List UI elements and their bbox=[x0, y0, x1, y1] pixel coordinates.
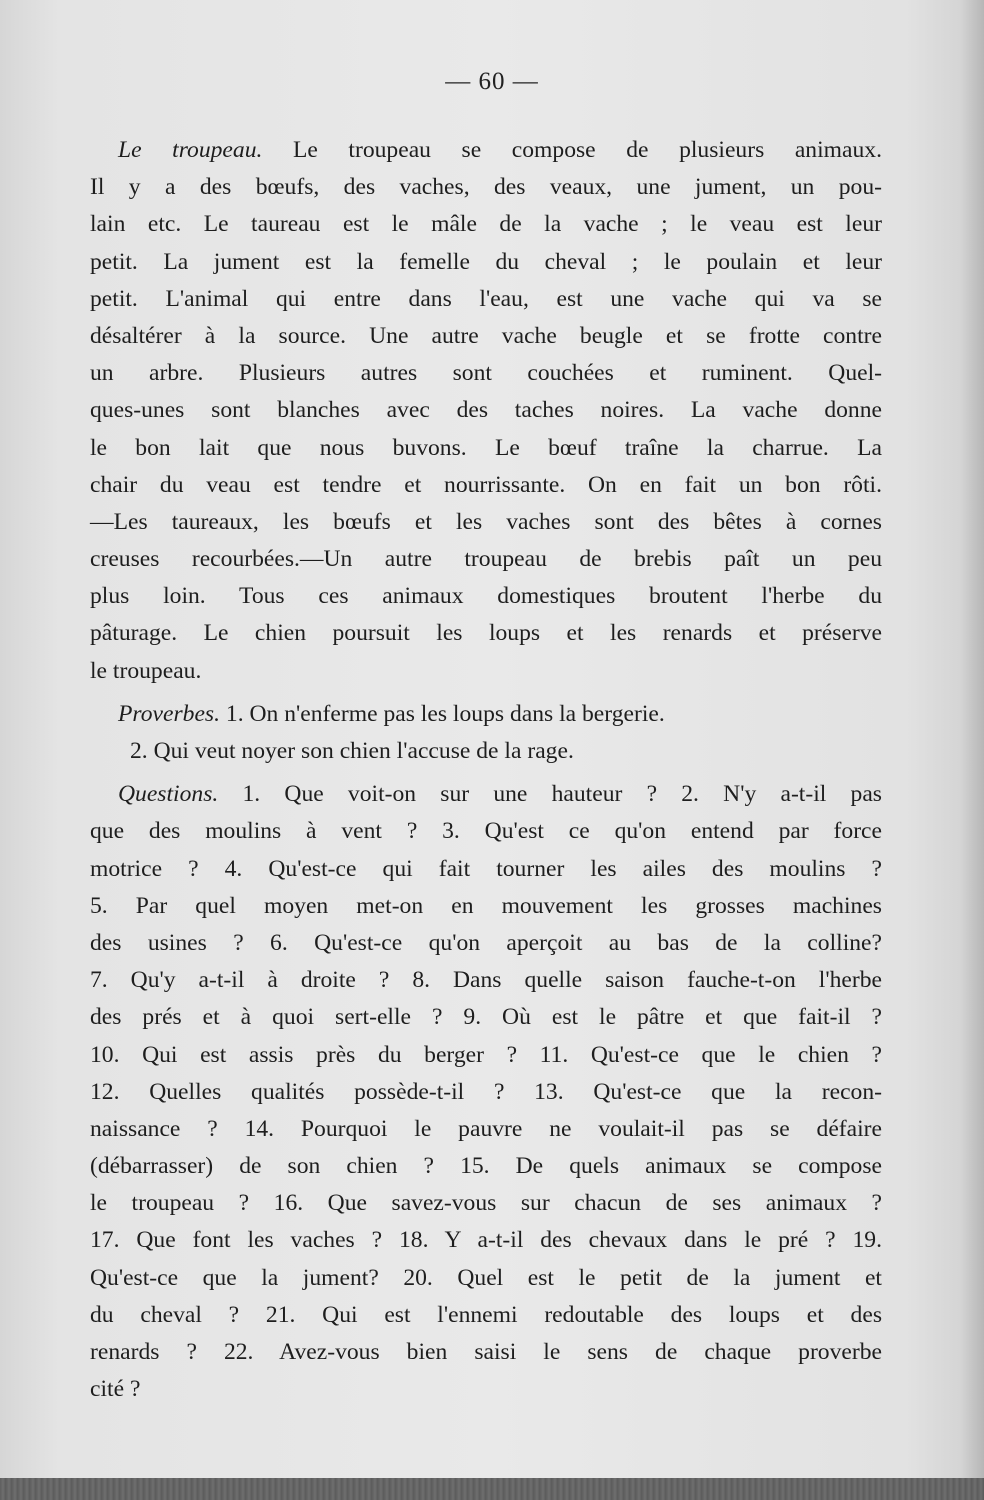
text-line: cité ? bbox=[90, 1376, 141, 1403]
text-line: 2. Qui veut noyer son chien l'accuse de la rage. bbox=[130, 738, 574, 764]
text-line: ques-unes sont blanches avec des taches noires. La vache donne bbox=[90, 397, 882, 424]
text-line: que des moulins à vent ? 3. Qu'est ce qu'on entend par force bbox=[90, 818, 882, 845]
text-line: naissance ? 14. Pourquoi le pauvre ne voulait-il pas se défaire bbox=[90, 1115, 882, 1142]
text-line: des usines ? 6. Qu'est-ce qu'on aperçoit au bas de la colline? bbox=[90, 929, 882, 956]
text-line: creuses recourbées.—Un autre troupeau de brebis paît un peu bbox=[90, 546, 882, 573]
paragraph-proverbes bbox=[90, 696, 882, 770]
text-line: 10. Qui est assis près du berger ? 11. Qu'est-ce que le chien ? bbox=[90, 1041, 882, 1068]
section-label: Proverbes. bbox=[118, 700, 220, 727]
text-line: Le troupeau. Le troupeau se compose de plusieurs animaux. bbox=[118, 137, 882, 163]
text-line: motrice ? 4. Qu'est-ce qui fait tourner les ailes des moulins ? bbox=[90, 855, 882, 882]
text-line: 12. Quelles qualités possède-t-il ? 13. Qu'est-ce que la recon- bbox=[90, 1078, 882, 1105]
text-line: Questions. 1. Que voit-on sur une hauteur ? 2. N'y a-t-il pas bbox=[118, 781, 882, 808]
text-line: plus loin. Tous ces animaux domestiques broutent l'herbe du bbox=[90, 583, 882, 610]
text-line: (débarrasser) de son chien ? 15. De quels animaux se compose bbox=[90, 1153, 882, 1180]
text-line: 7. Qu'y a-t-il à droite ? 8. Dans quelle saison fauche-t-on l'herbe bbox=[90, 967, 882, 994]
page-number: — 60 — bbox=[445, 68, 539, 95]
text-line: Proverbes. 1. On n'enferme pas les loups dans la bergerie. bbox=[118, 700, 665, 727]
section-label: Questions. bbox=[118, 781, 219, 808]
text-line: 5. Par quel moyen met-on en mouvement les grosses machines bbox=[90, 892, 882, 919]
text-line: pâturage. Le chien poursuit les loups et les renards et préserve bbox=[90, 620, 882, 647]
text-line: renards ? 22. Avez-vous bien saisi le sens de chaque proverbe bbox=[90, 1339, 882, 1365]
text-line: un arbre. Plusieurs autres sont couchées et ruminent. Quel- bbox=[90, 360, 882, 387]
text-line: désaltérer à la source. Une autre vache beugle et se frotte contre bbox=[90, 322, 882, 349]
text-line: —Les taureaux, les bœufs et les vaches sont des bêtes à cornes bbox=[90, 508, 882, 535]
text-line: 17. Que font les vaches ? 18. Y a-t-il des chevaux dans le pré ? 19. bbox=[90, 1227, 882, 1254]
paragraph-troupeau bbox=[90, 132, 882, 690]
text-line: lain etc. Le taureau est le mâle de la vache ; le veau est leur bbox=[90, 211, 882, 238]
page-bottom-edge bbox=[0, 1478, 984, 1500]
text-line: des prés et à quoi sert-elle ? 9. Où est le pâtre et que fait-il ? bbox=[90, 1004, 882, 1031]
section-label: Le troupeau. bbox=[118, 137, 263, 163]
text-line: Qu'est-ce que la jument? 20. Quel est le petit de la jument et bbox=[90, 1264, 882, 1291]
text-line: le bon lait que nous buvons. Le bœuf traîne la charrue. La bbox=[90, 434, 882, 461]
text-line: petit. La jument est la femelle du cheval ; le poulain et leur bbox=[90, 248, 882, 275]
text-line: petit. L'animal qui entre dans l'eau, est une vache qui va se bbox=[90, 285, 882, 312]
page-text bbox=[90, 132, 882, 1408]
text-line: le troupeau. bbox=[90, 657, 202, 684]
text-line: Il y a des bœufs, des vaches, des veaux, une jument, un pou- bbox=[90, 174, 882, 201]
text-line: du cheval ? 21. Qui est l'ennemi redoutable des loups et des bbox=[90, 1301, 882, 1328]
text-line: le troupeau ? 16. Que savez-vous sur chacun de ses animaux ? bbox=[90, 1190, 882, 1217]
paragraph-questions bbox=[90, 776, 882, 1408]
text-line: chair du veau est tendre et nourrissante. On en fait un bon rôti. bbox=[90, 471, 882, 498]
